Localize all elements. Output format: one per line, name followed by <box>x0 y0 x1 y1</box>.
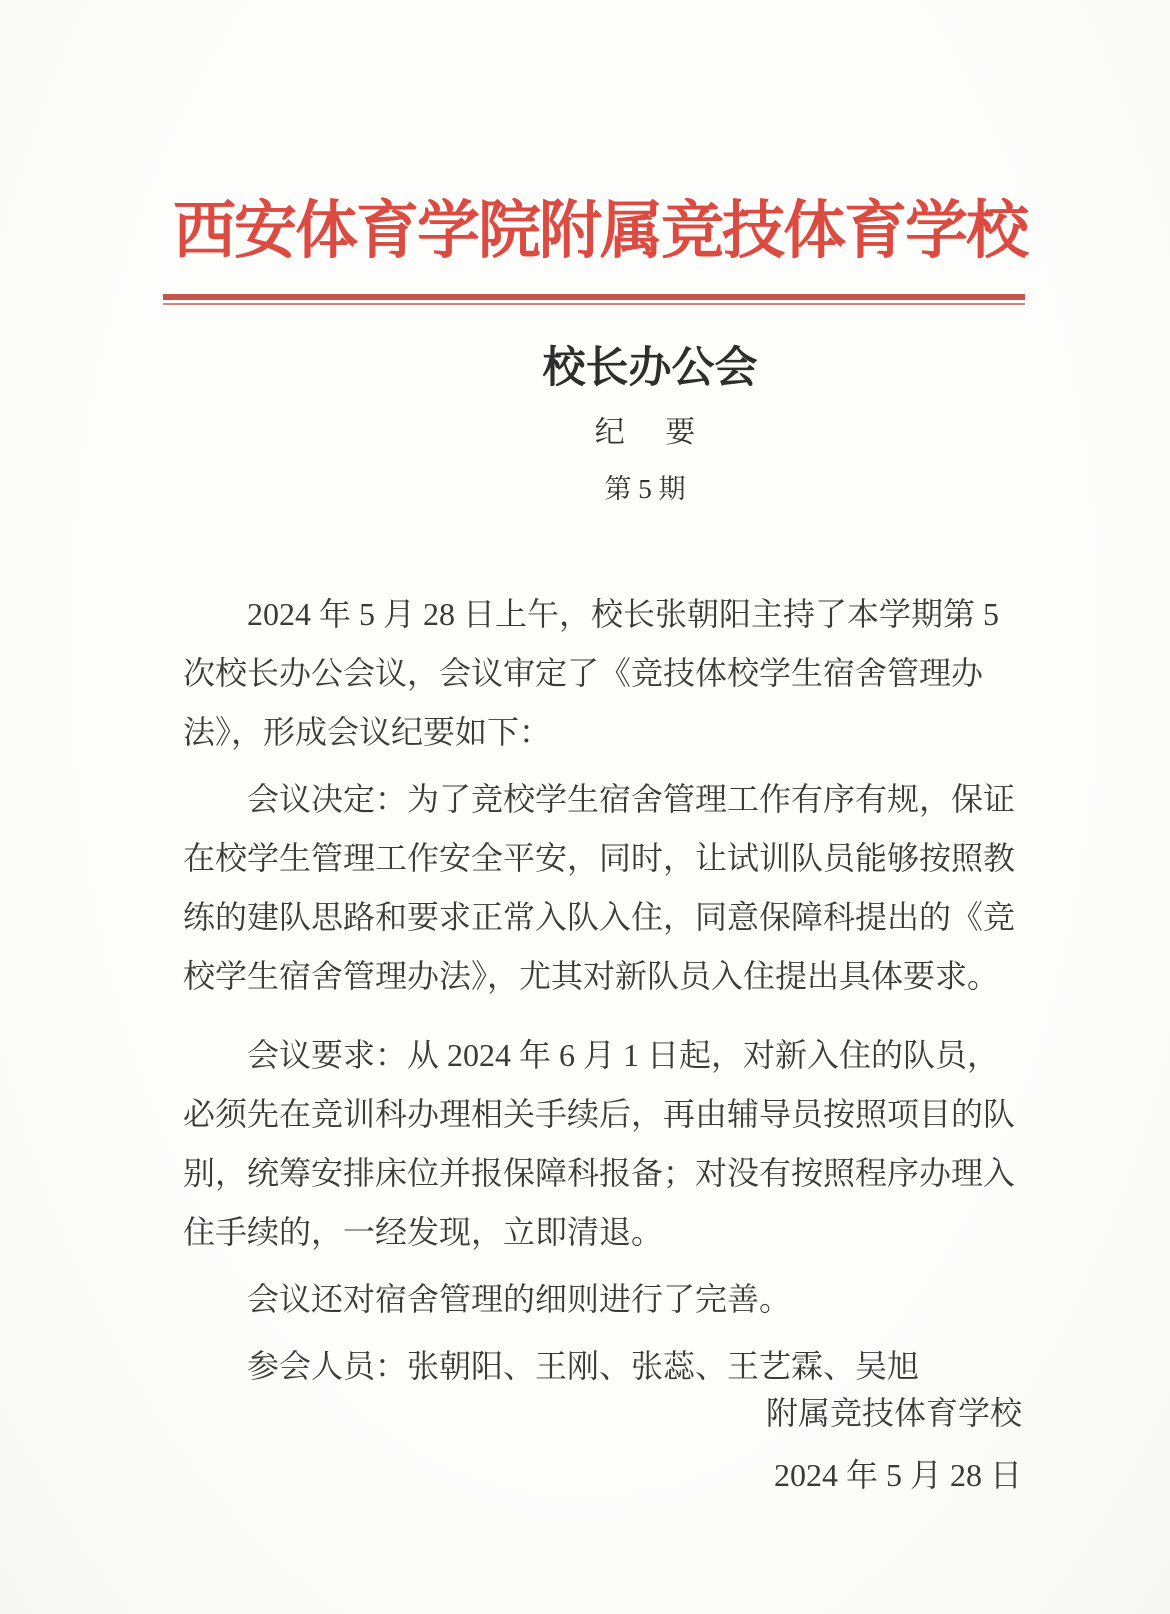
letterhead-title: 西安体育学院附属竞技体育学校 <box>173 196 1027 266</box>
body-line: 参会人员：张朝阳、王刚、张蕊、王艺霖、吴旭 <box>247 1348 920 1384</box>
letterhead-rule-thin <box>163 303 1025 305</box>
signature-date: 2024 年 5 月 28 日 <box>773 1457 1022 1493</box>
body-line: 2024 年 5 月 28 日上午，校长张朝阳主持了本学期第 5 <box>247 596 1000 632</box>
body-line: 练的建队思路和要求正常入队入住，同意保障科提出的《竞 <box>183 899 1016 935</box>
body-line: 次校长办公会议，会议审定了《竞技体校学生宿舍管理办 <box>183 655 984 691</box>
letterhead-rule-thick <box>163 294 1025 300</box>
body-line: 校学生宿舍管理办法》，尤其对新队员入住提出具体要求。 <box>183 958 1000 994</box>
body-paragraph <box>183 1026 1016 1262</box>
document-title: 校长办公会 <box>542 345 758 392</box>
signature-block <box>766 1382 1022 1506</box>
body-line: 别，统筹安排床位并报保障科报备；对没有按照程序办理入 <box>183 1155 1016 1191</box>
body-paragraph <box>183 585 998 762</box>
issue-number: 第 5 期 <box>604 474 686 504</box>
body-line: 会议还对宿舍管理的细则进行了完善。 <box>247 1281 792 1317</box>
body-line: 法》，形成会议纪要如下： <box>183 714 552 750</box>
signature-organization: 附属竞技体育学校 <box>765 1395 1022 1431</box>
body-paragraph <box>183 1270 998 1329</box>
body-line: 会议决定：为了竞校学生宿舍管理工作有序有规，保证 <box>247 781 1016 817</box>
body-line: 必须先在竞训科办理相关手续后，再由辅导员按照项目的队 <box>183 1096 1016 1132</box>
body-line: 在校学生管理工作安全平安，同时，让试训队员能够按照教 <box>183 840 1016 876</box>
body-paragraph <box>183 770 1016 1006</box>
document-body <box>183 585 1016 1396</box>
document-subtitle: 纪要 <box>594 416 736 449</box>
body-line: 住手续的，一经发现，立即清退。 <box>183 1214 664 1250</box>
body-line: 会议要求：从 2024 年 6 月 1 日起，对新入住的队员， <box>247 1037 1000 1073</box>
